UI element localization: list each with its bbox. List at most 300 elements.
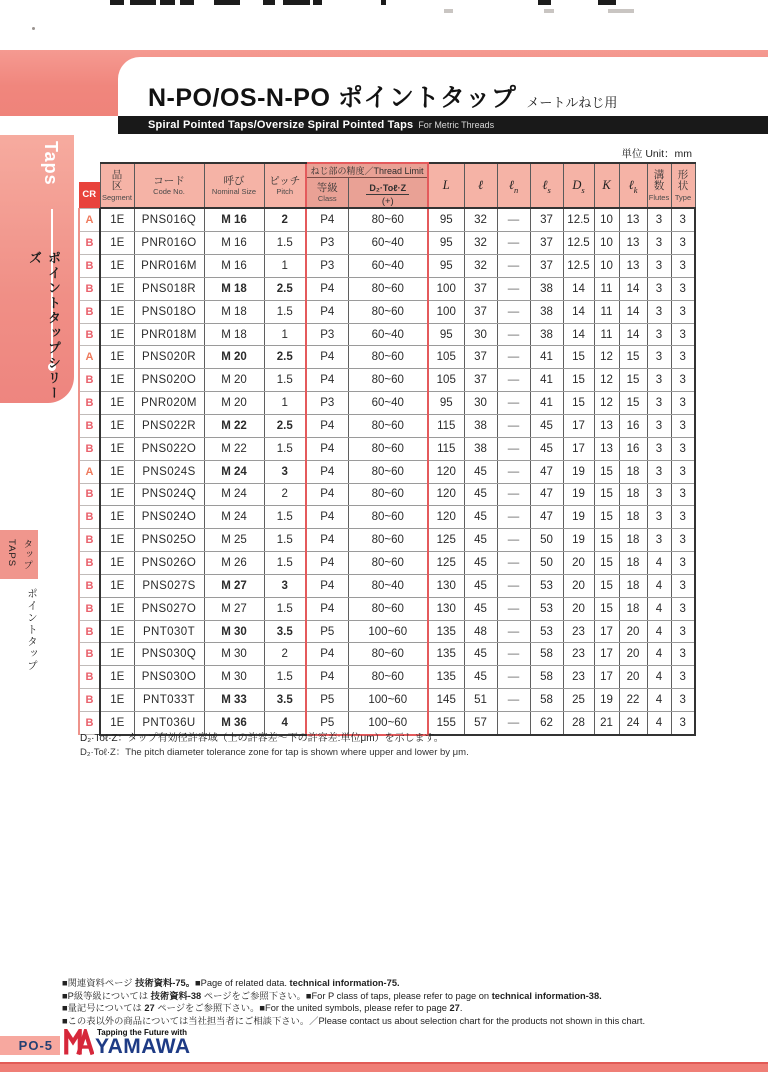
cell-cr: B (79, 392, 100, 415)
col-header-segment: 品区 Segment (100, 163, 134, 208)
cell-lk: 14 (619, 300, 647, 323)
cell-nominal-size: M 27 (204, 574, 264, 597)
cell-Ds: 15 (563, 392, 594, 415)
cell-flutes: 4 (647, 666, 671, 689)
cell-class: P4 (306, 414, 348, 437)
cell-ln: — (497, 483, 530, 506)
cell-ls: 41 (530, 369, 563, 392)
cell-d2-tol-z: 100~60 (348, 711, 428, 734)
cell-ls: 58 (530, 689, 563, 712)
cell-nominal-size: M 24 (204, 506, 264, 529)
cell-flutes: 4 (647, 574, 671, 597)
cell-cr: B (79, 574, 100, 597)
cell-l: 48 (464, 620, 497, 643)
page-number: PO-5 (18, 1038, 53, 1053)
col-header-flutes: 溝数 Flutes (647, 163, 671, 208)
cell-lk: 15 (619, 369, 647, 392)
footer-note-line: ■P級等級については 技術資料-38 ページをご参照下さい。■For P class of taps, please refer to page on technical information-38. (62, 990, 602, 1001)
cell-flutes: 4 (647, 711, 671, 734)
cell-ln: — (497, 277, 530, 300)
cell-flutes: 3 (647, 414, 671, 437)
cell-type: 3 (671, 666, 695, 689)
cell-l: 38 (464, 437, 497, 460)
cell-ln: — (497, 232, 530, 255)
cell-ls: 37 (530, 232, 563, 255)
cell-K: 13 (594, 437, 619, 460)
cell-code: PNS024O (134, 506, 204, 529)
cell-lk: 18 (619, 597, 647, 620)
table-row (79, 574, 695, 597)
cell-pitch: 1 (264, 255, 306, 278)
cell-Ds: 14 (563, 277, 594, 300)
cell-K: 13 (594, 414, 619, 437)
cell-cr: B (79, 597, 100, 620)
cell-lk: 18 (619, 552, 647, 575)
cell-ln: — (497, 346, 530, 369)
cell-code: PNT030T (134, 620, 204, 643)
cell-ls: 47 (530, 460, 563, 483)
cell-class: P4 (306, 460, 348, 483)
cell-ls: 41 (530, 392, 563, 415)
cell-pitch: 4 (264, 711, 306, 734)
cell-nominal-size: M 20 (204, 369, 264, 392)
cell-flutes: 3 (647, 437, 671, 460)
cell-class: P4 (306, 300, 348, 323)
cell-cr: A (79, 208, 100, 231)
cell-L: 115 (428, 414, 464, 437)
cell-d2-tol-z: 80~60 (348, 437, 428, 460)
logo-brand: YAMAWA (95, 1035, 191, 1058)
cell-d2-tol-z: 80~60 (348, 506, 428, 529)
cell-ln: — (497, 392, 530, 415)
cell-cr: B (79, 689, 100, 712)
cell-L: 155 (428, 711, 464, 734)
cell-Ds: 19 (563, 506, 594, 529)
table-row (79, 208, 695, 231)
cell-lk: 13 (619, 232, 647, 255)
cell-Ds: 14 (563, 300, 594, 323)
cell-nominal-size: M 26 (204, 552, 264, 575)
cell-ln: — (497, 574, 530, 597)
cell-pitch: 1.5 (264, 369, 306, 392)
sidebar-tab-tap-section (0, 530, 38, 579)
cell-segment: 1E (100, 392, 134, 415)
cell-type: 3 (671, 574, 695, 597)
cell-K: 10 (594, 255, 619, 278)
cell-cr: B (79, 711, 100, 734)
cell-Ds: 19 (563, 483, 594, 506)
cell-ln: — (497, 506, 530, 529)
cell-cr: B (79, 483, 100, 506)
cell-lk: 20 (619, 666, 647, 689)
cell-d2-tol-z: 60~40 (348, 323, 428, 346)
cell-type: 3 (671, 369, 695, 392)
cell-code: PNS018O (134, 300, 204, 323)
col-header-type: 形状 Type (671, 163, 695, 208)
cell-code: PNR016M (134, 255, 204, 278)
cell-ls: 53 (530, 574, 563, 597)
table-row (79, 232, 695, 255)
cell-lk: 18 (619, 529, 647, 552)
cell-code: PNS024Q (134, 483, 204, 506)
col-header-nominal-size: 呼び Nominal Size (204, 163, 264, 208)
cell-segment: 1E (100, 506, 134, 529)
cell-type: 3 (671, 392, 695, 415)
cell-ls: 37 (530, 208, 563, 231)
cell-ls: 58 (530, 643, 563, 666)
cell-type: 3 (671, 689, 695, 712)
cell-lk: 13 (619, 208, 647, 231)
footnote-en: D₂·Toℓ·Z：The pitch diameter tolerance zone for tap is shown where upper and lower by μm. (80, 747, 469, 758)
cell-type: 3 (671, 277, 695, 300)
cell-lk: 18 (619, 506, 647, 529)
bottom-accent-bar (0, 1062, 768, 1072)
cell-flutes: 4 (647, 643, 671, 666)
cell-nominal-size: M 30 (204, 643, 264, 666)
cell-class: P4 (306, 666, 348, 689)
cell-K: 15 (594, 506, 619, 529)
cell-class: P4 (306, 483, 348, 506)
cell-flutes: 3 (647, 346, 671, 369)
cell-flutes: 4 (647, 597, 671, 620)
footer-note-line: ■この表以外の商品については当社担当者にご相談下さい。／Please contact us about selection chart for the products not shown in this chart. (62, 1015, 646, 1026)
subtitle-en: Spiral Pointed Taps/Oversize Spiral Pointed Taps (148, 119, 414, 131)
cell-class: P3 (306, 323, 348, 346)
cell-pitch: 1 (264, 392, 306, 415)
cell-L: 145 (428, 689, 464, 712)
cell-ln: — (497, 643, 530, 666)
cell-d2-tol-z: 80~60 (348, 208, 428, 231)
cell-flutes: 3 (647, 300, 671, 323)
cell-ls: 58 (530, 666, 563, 689)
cell-pitch: 1.5 (264, 300, 306, 323)
cell-flutes: 3 (647, 460, 671, 483)
cell-code: PNS030Q (134, 643, 204, 666)
cell-K: 11 (594, 323, 619, 346)
cell-cr: A (79, 460, 100, 483)
cell-type: 3 (671, 643, 695, 666)
unit-label: 単位 Unit：mm (621, 148, 692, 160)
cell-d2-tol-z: 80~60 (348, 666, 428, 689)
cell-L: 115 (428, 437, 464, 460)
cell-code: PNS020R (134, 346, 204, 369)
cell-d2-tol-z: 60~40 (348, 392, 428, 415)
cell-nominal-size: M 16 (204, 208, 264, 231)
cell-code: PNS018R (134, 277, 204, 300)
table-row (79, 392, 695, 415)
spec-table-wrap (78, 162, 696, 736)
cell-type: 3 (671, 437, 695, 460)
cell-K: 21 (594, 711, 619, 734)
cell-d2-tol-z: 80~60 (348, 460, 428, 483)
cell-ls: 62 (530, 711, 563, 734)
cell-class: P4 (306, 277, 348, 300)
cell-K: 15 (594, 460, 619, 483)
cell-nominal-size: M 36 (204, 711, 264, 734)
cell-K: 11 (594, 277, 619, 300)
cell-l: 45 (464, 552, 497, 575)
cell-l: 45 (464, 506, 497, 529)
cell-Ds: 19 (563, 529, 594, 552)
cell-Ds: 28 (563, 711, 594, 734)
table-row (79, 597, 695, 620)
cell-pitch: 2 (264, 483, 306, 506)
cell-ls: 41 (530, 346, 563, 369)
cr-badge: CR (79, 182, 100, 208)
cell-l: 37 (464, 300, 497, 323)
cell-ls: 53 (530, 620, 563, 643)
cell-ls: 45 (530, 437, 563, 460)
cell-flutes: 3 (647, 392, 671, 415)
cell-pitch: 2.5 (264, 277, 306, 300)
cell-flutes: 3 (647, 483, 671, 506)
cell-L: 135 (428, 666, 464, 689)
cell-lk: 15 (619, 346, 647, 369)
cell-flutes: 3 (647, 529, 671, 552)
cell-pitch: 3 (264, 574, 306, 597)
table-row (79, 689, 695, 712)
cell-nominal-size: M 22 (204, 437, 264, 460)
sidebar-taps-label: Taps (41, 141, 61, 186)
cell-type: 3 (671, 255, 695, 278)
cell-class: P4 (306, 529, 348, 552)
col-header-Ds: $D_s$ (563, 163, 594, 208)
cell-Ds: 17 (563, 414, 594, 437)
cell-K: 12 (594, 346, 619, 369)
cell-type: 3 (671, 232, 695, 255)
cell-l: 30 (464, 323, 497, 346)
cell-segment: 1E (100, 620, 134, 643)
col-header-cr (79, 163, 100, 208)
cell-ls: 50 (530, 552, 563, 575)
cell-cr: A (79, 346, 100, 369)
cell-ls: 38 (530, 300, 563, 323)
cell-class: P5 (306, 620, 348, 643)
cell-K: 19 (594, 689, 619, 712)
cell-d2-tol-z: 80~60 (348, 597, 428, 620)
cell-segment: 1E (100, 711, 134, 734)
cell-segment: 1E (100, 689, 134, 712)
cell-ln: — (497, 711, 530, 734)
cell-L: 105 (428, 369, 464, 392)
col-header-ls: ℓ$_s$ (530, 163, 563, 208)
cell-class: P5 (306, 711, 348, 734)
cell-l: 30 (464, 392, 497, 415)
cell-pitch: 1.5 (264, 597, 306, 620)
cell-ln: — (497, 437, 530, 460)
cell-ls: 53 (530, 597, 563, 620)
cell-K: 12 (594, 369, 619, 392)
cell-Ds: 23 (563, 620, 594, 643)
cell-nominal-size: M 18 (204, 300, 264, 323)
cell-nominal-size: M 27 (204, 597, 264, 620)
cell-ln: — (497, 369, 530, 392)
cell-K: 10 (594, 208, 619, 231)
spec-table-body (79, 208, 695, 734)
cell-L: 135 (428, 620, 464, 643)
cell-lk: 20 (619, 620, 647, 643)
cell-l: 45 (464, 529, 497, 552)
cell-l: 32 (464, 208, 497, 231)
cell-code: PNS025O (134, 529, 204, 552)
cell-K: 17 (594, 643, 619, 666)
cell-pitch: 1.5 (264, 437, 306, 460)
cell-d2-tol-z: 80~60 (348, 552, 428, 575)
cell-Ds: 23 (563, 643, 594, 666)
cell-L: 135 (428, 643, 464, 666)
cell-segment: 1E (100, 483, 134, 506)
cell-Ds: 17 (563, 437, 594, 460)
cell-segment: 1E (100, 552, 134, 575)
cell-l: 45 (464, 574, 497, 597)
cell-K: 15 (594, 597, 619, 620)
cell-d2-tol-z: 80~60 (348, 529, 428, 552)
cell-code: PNR018M (134, 323, 204, 346)
cell-cr: B (79, 323, 100, 346)
cell-class: P3 (306, 392, 348, 415)
spec-table (78, 162, 696, 736)
subtitle-en-note: For Metric Threads (418, 120, 495, 130)
cell-class: P4 (306, 369, 348, 392)
cell-segment: 1E (100, 597, 134, 620)
cell-L: 105 (428, 346, 464, 369)
cell-Ds: 15 (563, 346, 594, 369)
table-row (79, 346, 695, 369)
cell-type: 3 (671, 460, 695, 483)
footer-notes (62, 977, 645, 1027)
cell-lk: 14 (619, 277, 647, 300)
cell-flutes: 3 (647, 323, 671, 346)
cell-flutes: 3 (647, 255, 671, 278)
cell-ln: — (497, 529, 530, 552)
cell-cr: B (79, 552, 100, 575)
cell-ln: — (497, 460, 530, 483)
cell-segment: 1E (100, 643, 134, 666)
cell-ln: — (497, 689, 530, 712)
cell-class: P4 (306, 597, 348, 620)
cell-code: PNS026O (134, 552, 204, 575)
cell-ls: 47 (530, 483, 563, 506)
cell-cr: B (79, 277, 100, 300)
cell-d2-tol-z: 80~60 (348, 369, 428, 392)
table-row (79, 666, 695, 689)
cell-ln: — (497, 300, 530, 323)
cell-cr: B (79, 620, 100, 643)
table-row (79, 643, 695, 666)
cell-lk: 16 (619, 414, 647, 437)
cell-code: PNT033T (134, 689, 204, 712)
cell-L: 130 (428, 597, 464, 620)
table-row (79, 369, 695, 392)
cell-L: 120 (428, 506, 464, 529)
col-header-l: ℓ (464, 163, 497, 208)
cell-L: 95 (428, 232, 464, 255)
cell-code: PNR020M (134, 392, 204, 415)
cell-L: 100 (428, 277, 464, 300)
cell-L: 95 (428, 323, 464, 346)
cell-segment: 1E (100, 414, 134, 437)
table-row (79, 255, 695, 278)
cell-K: 17 (594, 620, 619, 643)
cell-lk: 16 (619, 437, 647, 460)
cell-segment: 1E (100, 666, 134, 689)
sidebar-series-label: ポイントタップシリーズ (27, 251, 61, 401)
cell-class: P4 (306, 208, 348, 231)
cell-l: 32 (464, 232, 497, 255)
cell-code: PNS030O (134, 666, 204, 689)
col-header-code: コード Code No. (134, 163, 204, 208)
page-number-strip (0, 1036, 60, 1055)
cell-cr: B (79, 529, 100, 552)
cell-K: 11 (594, 300, 619, 323)
cell-d2-tol-z: 60~40 (348, 255, 428, 278)
cell-ln: — (497, 414, 530, 437)
cell-flutes: 3 (647, 506, 671, 529)
cell-ls: 37 (530, 255, 563, 278)
cell-d2-tol-z: 80~40 (348, 574, 428, 597)
cell-nominal-size: M 25 (204, 529, 264, 552)
cell-type: 3 (671, 506, 695, 529)
cell-cr: B (79, 414, 100, 437)
footnote-jp: D₂·Toℓ·Z：タップ有効径許容域（上の許容差～下の許容差:単位μm）を示します。 (80, 733, 444, 744)
cell-l: 38 (464, 414, 497, 437)
cell-cr: B (79, 300, 100, 323)
table-row (79, 300, 695, 323)
cell-d2-tol-z: 100~60 (348, 620, 428, 643)
cell-lk: 22 (619, 689, 647, 712)
cell-K: 15 (594, 483, 619, 506)
cell-class: P4 (306, 574, 348, 597)
cell-d2-tol-z: 80~60 (348, 483, 428, 506)
cell-segment: 1E (100, 300, 134, 323)
table-row (79, 506, 695, 529)
cell-Ds: 15 (563, 369, 594, 392)
cell-class: P5 (306, 689, 348, 712)
cell-segment: 1E (100, 255, 134, 278)
cell-l: 45 (464, 483, 497, 506)
cell-pitch: 3.5 (264, 620, 306, 643)
cell-cr: B (79, 643, 100, 666)
col-header-pitch: ピッチ Pitch (264, 163, 306, 208)
cell-d2-tol-z: 60~40 (348, 232, 428, 255)
page-title: N-PO/OS-N-PO ポイントタップ (148, 84, 517, 112)
cell-Ds: 23 (563, 666, 594, 689)
cell-type: 3 (671, 208, 695, 231)
cell-segment: 1E (100, 574, 134, 597)
col-header-lk: ℓ$_k$ (619, 163, 647, 208)
cell-pitch: 2 (264, 643, 306, 666)
cell-nominal-size: M 30 (204, 666, 264, 689)
cell-segment: 1E (100, 208, 134, 231)
cell-L: 100 (428, 300, 464, 323)
cell-L: 125 (428, 552, 464, 575)
cell-Ds: 12.5 (563, 232, 594, 255)
cell-pitch: 1.5 (264, 666, 306, 689)
yamawa-logo-mark-icon (64, 1029, 94, 1061)
cell-cr: B (79, 369, 100, 392)
cell-cr: B (79, 255, 100, 278)
cell-ls: 38 (530, 323, 563, 346)
cell-flutes: 3 (647, 208, 671, 231)
cell-class: P4 (306, 643, 348, 666)
cell-type: 3 (671, 414, 695, 437)
cell-pitch: 1.5 (264, 506, 306, 529)
cell-code: PNS027O (134, 597, 204, 620)
cell-segment: 1E (100, 323, 134, 346)
cell-lk: 20 (619, 643, 647, 666)
cell-nominal-size: M 18 (204, 323, 264, 346)
cell-cr: B (79, 666, 100, 689)
